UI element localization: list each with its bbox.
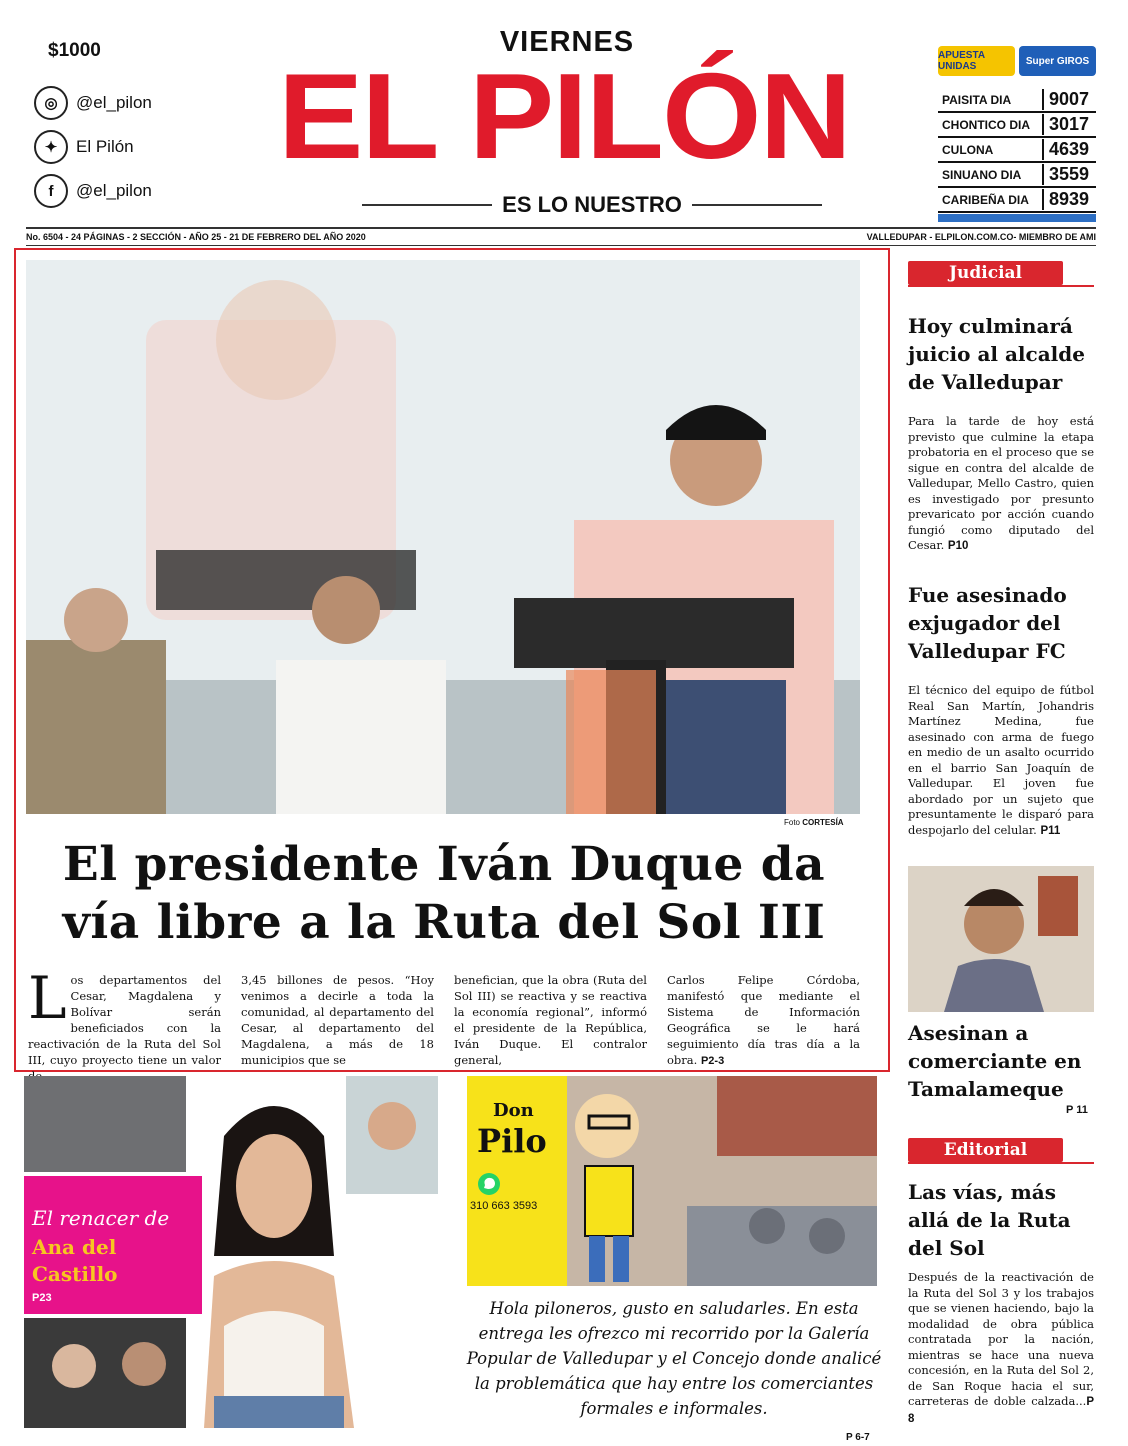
photo-credit: Foto CORTESÍA	[784, 818, 844, 827]
story-title-comerciante[interactable]: Asesinan a comerciante en Tamalameque	[908, 1021, 1082, 1101]
page-ref: P11	[1040, 824, 1061, 837]
edition-info-line	[26, 227, 1096, 246]
slogan-line-left	[362, 204, 492, 206]
headline-line-2: vía libre a la Ruta del Sol III	[62, 895, 826, 950]
story-title-exjugador[interactable]: Fue asesinado exjugador del Valledupar FC	[908, 583, 1067, 663]
don-pilo-text: Hola piloneros, gusto en saludarles. En esta entrega les ofrezco mi recorrido por la Galería Popular de Valledupar y el Concejo donde analicé la problemática que hay entre los comerciantes formales e informales.	[466, 1299, 882, 1418]
don-pilo-pilo: Pilo	[477, 1122, 547, 1160]
president-podium-illustration	[26, 260, 860, 814]
lottery-row: CHONTICO DIA 3017	[938, 113, 1096, 138]
story-column-1: Los departamentos del Cesar, Magdalena y Bolívar serán beneficiados con la reactivación de la Ruta del Sol III, cuyo proyecto tiene un valor	[28, 964, 221, 1067]
twitter-handle: El Pilón	[76, 137, 134, 156]
instagram-icon: ◎	[34, 86, 68, 120]
story-title-juicio[interactable]: Hoy culminará juicio al alcalde de Valledupar	[908, 314, 1085, 394]
story-column-4: Carlos Felipe Córdoba, manifestó que mediante el Sistema de Información Geográfica se le hará seguimiento día tras día a la obra. P2-3	[667, 973, 860, 1067]
whatsapp-icon	[477, 1172, 501, 1196]
story-text-exjugador: El técnico del equipo de fútbol Real San Martín, Johandris Martínez Medina, fue asesinado con arma de fuego en medio de un asalto ocurrido en el barrio San Joaquín de Valledupar. El joven fue abordado por un sujeto que presuntamente le disparó para despojarlo del celular. P11	[908, 683, 1094, 837]
lottery-row: PAISITA DIA 9007	[938, 88, 1096, 113]
edition-info: No. 6504 - 24 PÁGINAS - 2 SECCIÓN - AÑO 25 - 21 DE FEBRERO DEL AÑO 2020	[26, 232, 366, 242]
story-column-3: benefician, que la obra (Ruta del Sol III) se reactiva y se reactiva la economía regional”, informó el presidente de la República, Iván Duque. El contralor general,	[454, 973, 647, 1067]
ana-name: Ana del Castillo	[32, 1235, 118, 1286]
market-photo[interactable]	[567, 1076, 877, 1286]
lottery-row: SINUANO DIA 3559	[938, 163, 1096, 188]
lottery-logos	[938, 46, 1096, 76]
page-ref: P 6-7	[846, 1432, 870, 1443]
slogan-line-right	[692, 204, 822, 206]
apuesta-logo: APUESTA UNIDAS	[938, 46, 1015, 76]
lottery-table	[938, 88, 1096, 213]
story-column-2: 3,45 billones de pesos. “Hoy venimos a decirle a toda la comunidad, al departamento del Cesar, al departamento del Magdalena, a más de 18 municipios que se	[241, 973, 434, 1067]
player-portrait-illustration	[908, 866, 1094, 1012]
page-ref: P2-3	[700, 1055, 725, 1067]
slogan	[362, 192, 822, 218]
story-title-editorial[interactable]: Las vías, más allá de la Ruta del Sol	[908, 1180, 1071, 1260]
masthead-logo: EL PILÓN	[278, 48, 850, 185]
supergiros-logo: Super GIROS	[1019, 46, 1096, 76]
twitter-icon: ✦	[34, 130, 68, 164]
judicial-tag: Judicial	[908, 261, 1063, 285]
main-headline[interactable]	[24, 836, 864, 952]
dropcap: L	[28, 964, 67, 1032]
page-ref: P 11	[1066, 1104, 1088, 1116]
day-label: VIERNES	[499, 26, 635, 58]
lottery-row: CARIBEÑA DIA 8939	[938, 188, 1096, 213]
lottery-footer-bar	[938, 214, 1096, 222]
price: $1000	[48, 40, 101, 61]
lottery-row: CULONA 4639	[938, 138, 1096, 163]
social-instagram[interactable]	[34, 86, 152, 120]
ana-del-castillo-box	[24, 1176, 202, 1314]
don-pilo-don: Don	[493, 1100, 534, 1121]
player-photo	[908, 866, 1094, 1012]
slogan-text: ES LO NUESTRO	[502, 192, 682, 217]
section-rule	[908, 285, 1094, 287]
story-text-editorial: Después de la reactivación de la Ruta del Sol 3 y los trabajos que se vienen haciendo, bajo la modalidad de obra pública contratada por la nación, mientras se hace una nueva concesión, en la Ruta del Sol 2, de San Roque hacia el sur, carreteras de doble calzada...P 8	[908, 1270, 1094, 1425]
headline-line-1: El presidente Iván Duque da	[62, 837, 826, 892]
ana-kicker: El renacer de	[32, 1206, 170, 1230]
social-facebook[interactable]	[34, 174, 152, 208]
section-rule	[908, 1162, 1094, 1164]
instagram-handle: @el_pilon	[76, 93, 152, 112]
social-twitter[interactable]	[34, 130, 134, 164]
market-cartoon-illustration	[567, 1076, 877, 1286]
page-ref: P23	[32, 1292, 52, 1304]
don-pilo-phone[interactable]: 310 663 3593	[470, 1200, 538, 1212]
main-story-body	[28, 964, 860, 1084]
story-text-juicio: Para la tarde de hoy está previsto que culmine la etapa probatoria en el proceso que se sigue en contra del alcalde de Valledupar, Mello Castro, quien es investigado por presunto prevaricato por acción cuando fungió como diputado del Cesar. P10	[908, 414, 1094, 552]
page-ref: P10	[947, 540, 969, 552]
editorial-tag: Editorial	[908, 1138, 1063, 1162]
page-ref: P 8	[908, 1396, 1094, 1425]
main-story-photo[interactable]	[26, 260, 860, 814]
edition-site: VALLEDUPAR - ELPILON.COM.CO- MIEMBRO DE AMI	[866, 232, 1096, 242]
facebook-handle: @el_pilon	[76, 181, 152, 200]
facebook-icon: f	[34, 174, 68, 208]
don-pilo-box	[467, 1076, 567, 1286]
